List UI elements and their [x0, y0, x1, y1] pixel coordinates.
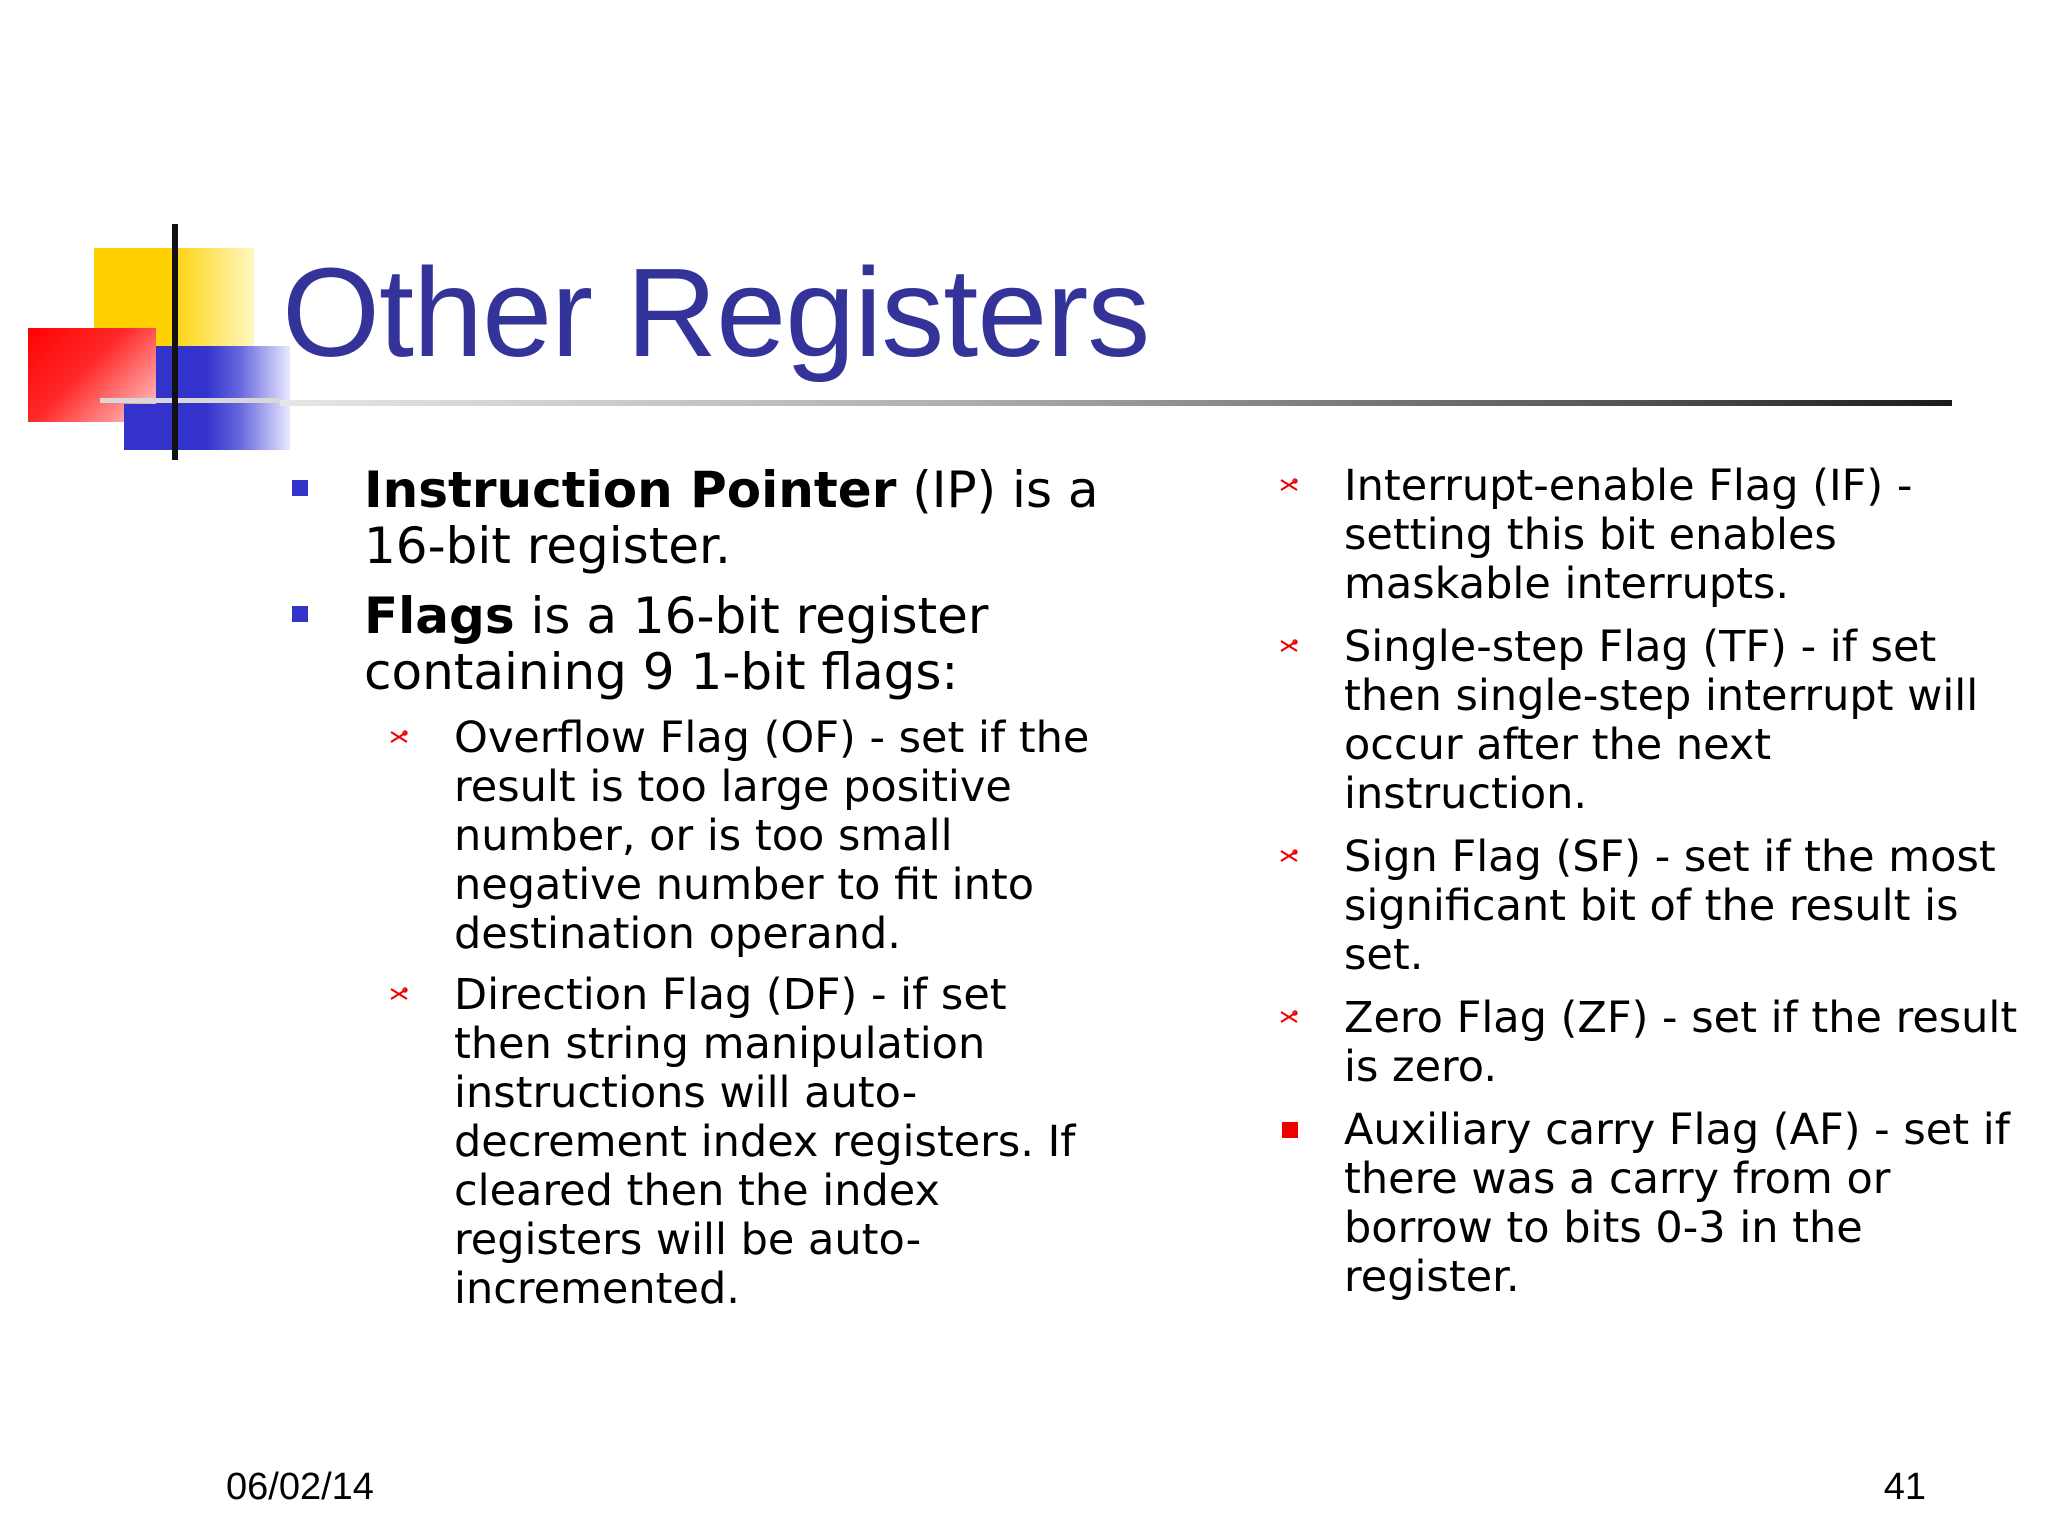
sub-list-item	[286, 714, 1116, 959]
item-text: Sign Flag (SF) - set if the most significant bit of the result is set.	[1344, 832, 1996, 980]
red-x-bullet-icon	[388, 983, 410, 1005]
page-number: 41	[1883, 1466, 1926, 1508]
list-item	[1280, 623, 2020, 819]
list-item	[1280, 462, 2020, 609]
footer-date: 06/02/14	[226, 1466, 374, 1508]
item-text: Single-step Flag (TF) - if set then single-step interrupt will occur after the next instruction.	[1344, 622, 1979, 819]
item-bold-term: Flags	[364, 587, 515, 645]
blue-square-decoration	[124, 404, 212, 450]
red-x-bullet-icon	[1278, 474, 1300, 496]
blue-square-bullet-icon	[292, 606, 308, 622]
list-item	[1280, 833, 2020, 980]
red-x-bullet-icon	[388, 726, 410, 748]
sub-list-item	[286, 971, 1116, 1314]
item-text: Auxiliary carry Flag (AF) - set if there was a carry from or borrow to bits 0-3 in the register.	[1344, 1105, 2010, 1302]
list-item	[1280, 994, 2020, 1092]
list-item	[286, 462, 1116, 574]
item-bold-term: Instruction Pointer	[364, 461, 897, 519]
list-item	[286, 588, 1116, 700]
item-text: (IP) is a 16-bit register.	[364, 461, 1099, 575]
blue-square-bullet-icon	[292, 480, 308, 496]
title-underline-rule	[280, 400, 1952, 406]
sub-item-text: Direction Flag (DF) - if set then string manipulation instructions will auto-decrement index registers. If cleared then the index registers will be auto-incremented.	[454, 970, 1076, 1314]
right-column	[1280, 462, 2020, 1316]
list-item	[1280, 1106, 2020, 1302]
red-x-bullet-icon	[1278, 845, 1300, 867]
item-text: Zero Flag (ZF) - set if the result is zero.	[1344, 993, 2018, 1092]
red-x-bullet-icon	[1278, 1006, 1300, 1028]
item-text: is a 16-bit register containing 9 1-bit flags:	[364, 587, 989, 701]
logo-horizontal-line	[100, 398, 280, 403]
item-text: Interrupt-enable Flag (IF) - setting this bit enables maskable interrupts.	[1344, 461, 1913, 609]
left-column	[286, 462, 1116, 1326]
red-x-bullet-icon	[1278, 635, 1300, 657]
red-square-bullet-icon	[1282, 1122, 1298, 1138]
logo-vertical-line	[172, 224, 178, 460]
sub-item-text: Overflow Flag (OF) - set if the result is too large positive number, or is too small negative number to fit into destination operand.	[454, 713, 1090, 959]
slide-title: Other Registers	[282, 242, 1150, 383]
